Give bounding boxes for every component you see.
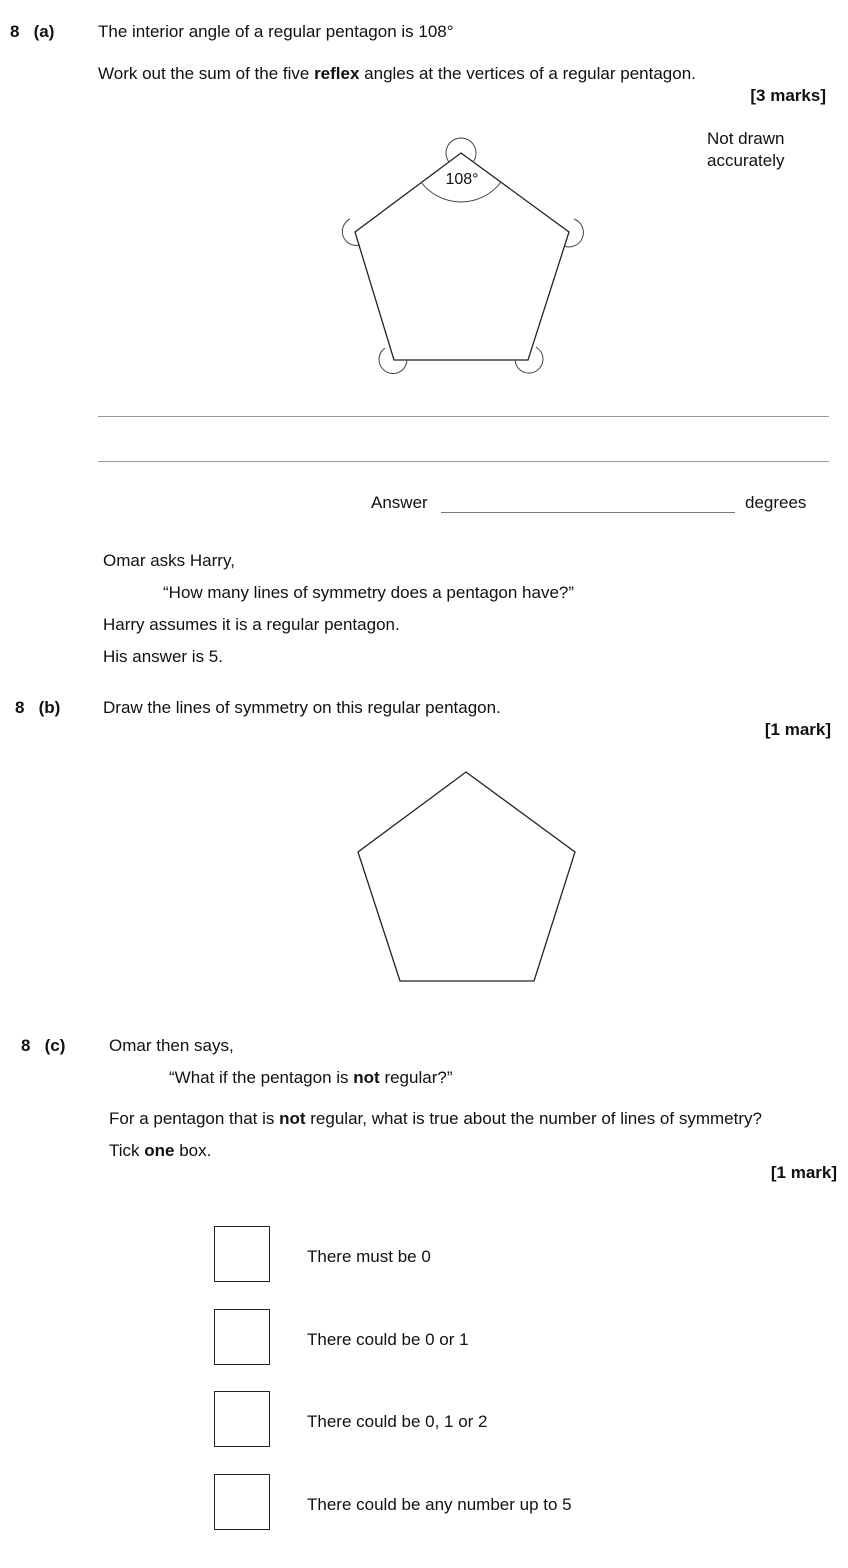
part-letter: (c)	[44, 1036, 66, 1055]
marks-8c: [1 mark]	[770, 1163, 837, 1182]
quote-bold: not	[353, 1068, 380, 1087]
angle-label-108: 108°	[445, 171, 479, 188]
pentagon-diagram-8a	[0, 0, 848, 400]
marks-8b: [1 mark]	[764, 720, 831, 739]
working-line-2[interactable]	[98, 461, 829, 462]
question-number: 8	[10, 22, 20, 41]
answer-label: Answer	[371, 493, 428, 512]
question-number-8b	[15, 698, 60, 718]
tick-bold: one	[144, 1141, 175, 1160]
answer-input-line[interactable]	[441, 512, 735, 513]
intro-text-8a: The interior angle of a regular pentagon is 108°	[98, 22, 454, 41]
tick-box-option-3[interactable]	[214, 1391, 270, 1447]
reflex-arc-top	[446, 138, 476, 162]
tick-box-option-2[interactable]	[214, 1309, 270, 1365]
option-label-3: There could be 0, 1 or 2	[307, 1412, 488, 1431]
question-number: 8	[15, 698, 25, 717]
question-text-8c	[109, 1109, 762, 1129]
dialogue-line-1: Omar asks Harry,	[103, 551, 235, 570]
answer-unit: degrees	[745, 493, 807, 512]
tick-end: box.	[174, 1141, 212, 1160]
option-label-2: There could be 0 or 1	[307, 1330, 469, 1349]
option-label-4: There could be any number up to 5	[307, 1495, 572, 1514]
marks-8a: [3 marks]	[750, 86, 826, 105]
part-letter: (a)	[33, 22, 55, 41]
intro-text-8c: Omar then says,	[109, 1036, 234, 1055]
task-text-8b: Draw the lines of symmetry on this regular pentagon.	[103, 698, 501, 717]
working-line-1[interactable]	[98, 416, 829, 417]
question-number-8c	[21, 1036, 65, 1056]
question-bold: not	[279, 1109, 306, 1128]
task-text-end: angles at the vertices of a regular pentagon.	[359, 64, 696, 83]
quote-end: regular?”	[379, 1068, 453, 1087]
quote-start: “What if the pentagon is	[169, 1068, 354, 1087]
reflex-arc-bottom-left	[379, 348, 407, 373]
dialogue-line-2: Harry assumes it is a regular pentagon.	[103, 615, 400, 634]
part-letter: (b)	[38, 698, 61, 717]
tick-start: Tick	[109, 1141, 145, 1160]
tick-box-option-1[interactable]	[214, 1226, 270, 1282]
tick-instruction	[109, 1141, 211, 1161]
pentagon-diagram-8b[interactable]	[0, 760, 848, 1000]
not-drawn-note-line1: Not drawn	[707, 129, 785, 148]
pentagon-8b[interactable]	[358, 772, 575, 981]
dialogue-quote: “How many lines of symmetry does a pentagon have?”	[163, 583, 575, 602]
task-text-bold: reflex	[314, 64, 360, 83]
reflex-arc-right	[564, 219, 583, 247]
question-start: For a pentagon that is	[109, 1109, 280, 1128]
dialogue-line-3: His answer is 5.	[103, 647, 223, 666]
question-number: 8	[21, 1036, 31, 1055]
omar-quote-8c	[169, 1068, 452, 1088]
not-drawn-note-line2: accurately	[707, 151, 785, 170]
option-label-1: There must be 0	[307, 1247, 431, 1266]
question-end: regular, what is true about the number of lines of symmetry?	[305, 1109, 762, 1128]
task-text-start: Work out the sum of the five	[98, 64, 315, 83]
tick-box-option-4[interactable]	[214, 1474, 270, 1530]
